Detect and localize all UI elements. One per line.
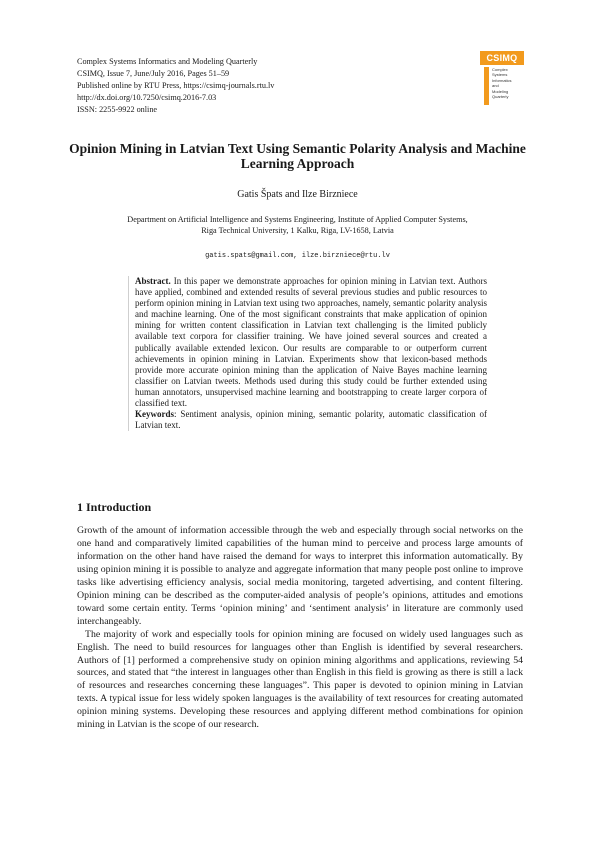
keywords-paragraph	[135, 409, 487, 431]
author-list: Gatis Špats and Ilze Birzniece	[237, 189, 358, 200]
journal-name: Complex Systems Informatics and Modeling Quarterly	[77, 57, 258, 66]
logo-line: Systems	[492, 72, 508, 78]
keywords-label: Keywords	[135, 409, 174, 420]
doi-link[interactable]: http://dx.doi.org/10.7250/csimq.2016-7.03	[77, 93, 217, 102]
paper-title: Opinion Mining in Latvian Text Using Semantic Polarity Analysis and Machine Learning Approach	[69, 141, 526, 171]
abstract-label: Abstract.	[135, 276, 171, 286]
logo-line: and	[492, 83, 499, 89]
journal-header	[77, 56, 274, 116]
logo-line: Complex	[492, 67, 508, 72]
abstract-text: In this paper we demonstrate approaches for opinion mining in Latvian text. Authors have applied, combined and extended results of several previous studies and public resources to perform opinion mining in Latvian text using two approaches, namely, semantic polarity analysis and machine learning. One of the most significant constraints that make application of opinion mining for written content classification in Latvian text challenging is the limited publicly available text corpora for classifier training. We have joined several sources and created a publically available extended lexicon. Our results are comparable to or outperform current achievements in opinion mining in Latvian. Experiments show that lexicon-based methods provide more accurate opinion mining than the application of Naive Bayes machine learning classifier on Latvian tweets. Methods used during this study could be further extended using human annotators, unsupervised machine learning and bootstrapping to create larger corpora of classified text.	[135, 276, 487, 409]
issue-info: CSIMQ, Issue 7, June/July 2016, Pages 51–59	[77, 69, 230, 78]
affiliation-line: Riga Technical University, 1 Kalku, Riga, LV-1658, Latvia	[201, 226, 394, 235]
paragraph: Growth of the amount of information accessible through the web and especially through social networks on the one hand and comparatively limited capabilities of the human mind to perceive and process large amounts of information on the other hand have raised the demand for ways to interpret this information automatically. By using opinion mining it is possible to analyze and aggregate information that many people post online to improve tasks like advertising efficiency analysis, social media monitoring, targeted advertising, and content filtering. Opinion mining can be described as the computer-aided analysis of people’s opinions, attitudes and emotions toward some certain entity. Terms ‘opinion mining’ and ‘sentiment analysis’ in literature are commonly used interchangeably.	[77, 525, 523, 627]
logo-lines	[492, 67, 512, 99]
paragraph: The majority of work and especially tools for opinion mining are focused on widely used languages such as English. The need to build resources for languages other than English is identified by several researchers. Authors of [1] performed a comprehensive study on opinion mining algorithms and applications, reviewing 54 sources, and stated that “the interest in languages other than English in this field is growing as there is still a lack of resources and researches concerning these languages”. This paper is devoted to opinion mining in Latvian texts. A typical issue for less widely spoken languages is the availability of text resources for creating automated opinion mining systems. Developing these resources and applying different method combinations for opinion mining in Latvian is the scope of our research.	[77, 628, 523, 731]
section-heading-introduction: 1 Introduction	[77, 500, 152, 514]
publisher-line: Published online by RTU Press, https://csimq-journals.rtu.lv	[77, 81, 275, 90]
keywords-text: : Sentiment analysis, opinion mining, semantic polarity, automatic classification of Latvian text.	[135, 409, 487, 431]
abstract-paragraph	[135, 276, 487, 409]
logo-line: Modeling	[492, 88, 509, 94]
affiliation	[60, 214, 535, 236]
author-emails[interactable]: gatis.spats@gmail.com, ilze.birzniece@rtu.lv	[205, 252, 390, 260]
csimq-logo	[480, 51, 524, 107]
logo-bar	[484, 67, 489, 105]
logo-text: CSIMQ	[480, 51, 524, 65]
logo-line: Quarterly	[492, 94, 509, 100]
logo-line: Informatics	[492, 77, 512, 83]
abstract-block	[128, 276, 487, 431]
body-text	[77, 525, 523, 732]
logo-body	[480, 65, 524, 107]
affiliation-line: Department on Artificial Intelligence and Systems Engineering, Institute of Applied Computer Systems,	[127, 215, 468, 224]
issn-line: ISSN: 2255-9922 online	[77, 105, 158, 114]
